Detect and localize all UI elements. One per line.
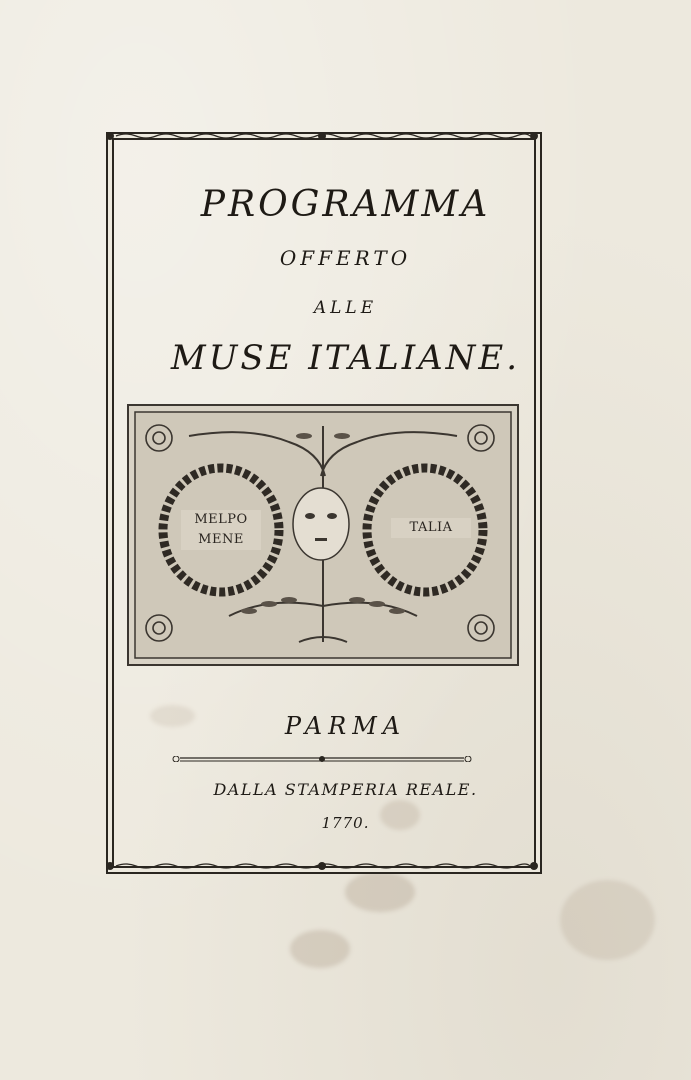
- imprint-year: 1770.: [321, 814, 370, 832]
- wreath-label-melpo: MELPO: [181, 510, 261, 530]
- imprint-press: DALLA STAMPERIA REALE.: [213, 780, 478, 799]
- title-alle: ALLE: [313, 298, 378, 318]
- title-muse-italiane: MUSE ITALIANE.: [170, 338, 521, 378]
- title-programma: PROGRAMMA: [200, 184, 491, 225]
- engraved-vignette: [127, 404, 519, 666]
- imprint-city: PARMA: [284, 712, 407, 740]
- title-offerto: OFFERTO: [279, 246, 412, 270]
- wreath-label-mene: MENE: [181, 530, 261, 550]
- ornamental-rule: [172, 756, 472, 762]
- foxing-stain: [560, 880, 655, 960]
- wreath-label-talia: TALIA: [391, 518, 471, 538]
- foxing-stain: [345, 872, 415, 912]
- foxing-stain: [290, 930, 350, 968]
